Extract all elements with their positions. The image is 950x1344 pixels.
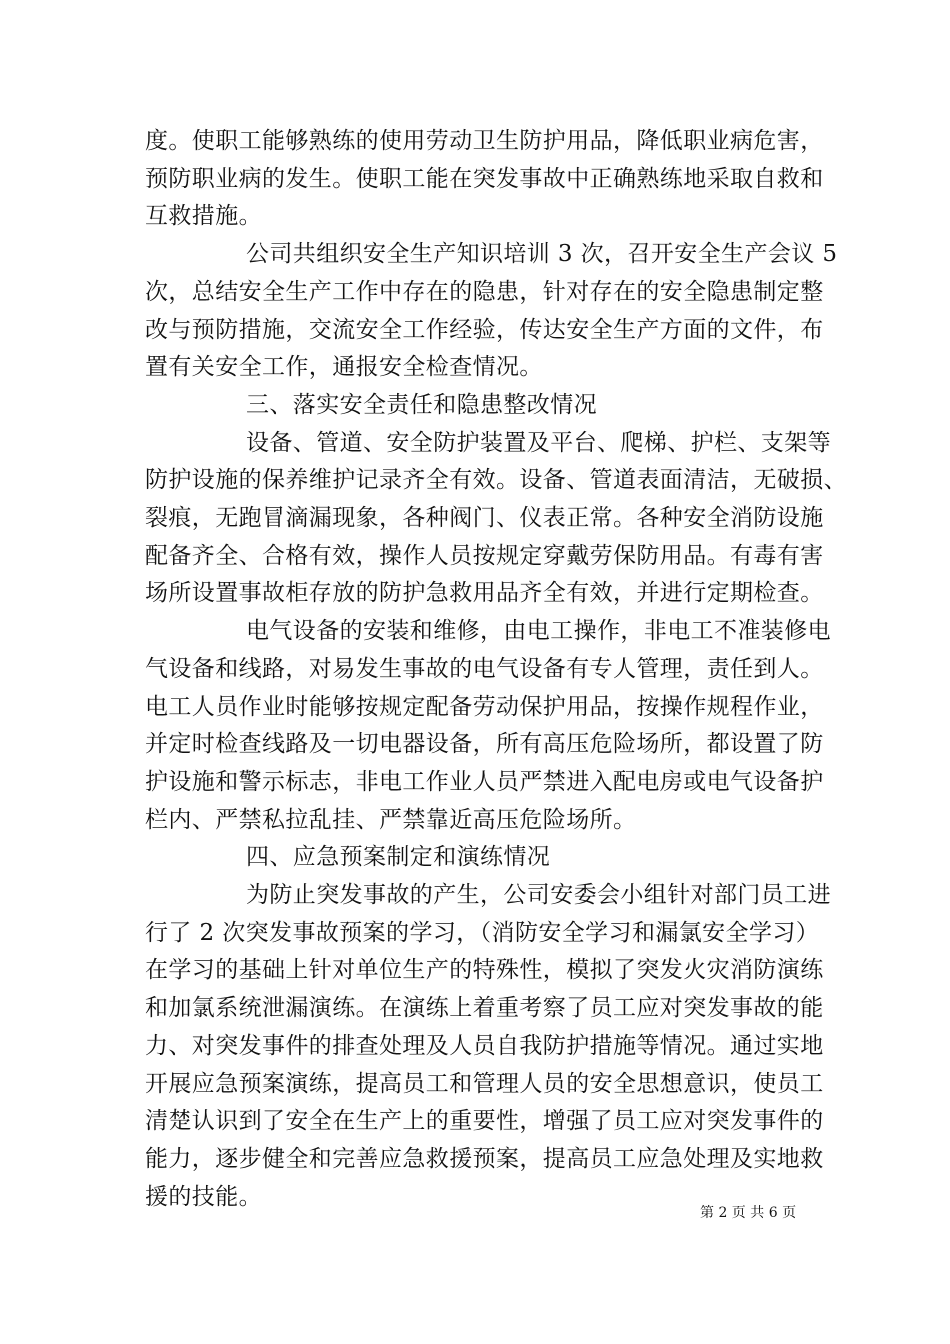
text-line: 配备齐全、合格有效，操作人员按规定穿戴劳保防用品。有毒有害	[145, 543, 824, 569]
text-line: 预防职业病的发生。使职工能在突发事故中正确熟练地采取自救和	[145, 166, 824, 192]
text-line: 场所设置事故柜存放的防护急救用品齐全有效，并进行定期检查。	[145, 580, 824, 606]
paragraph-first-line: 设备、管道、安全防护装置及平台、爬梯、护栏、支架等	[246, 430, 831, 456]
text-line: 互救措施。	[145, 203, 262, 229]
text-line: 在学习的基础上针对单位生产的特殊性，模拟了突发火灾消防演练	[145, 957, 824, 983]
text-line: 栏内、严禁私拉乱挂、严禁靠近高压危险场所。	[145, 807, 637, 833]
text-line: 能力，逐步健全和完善应急救援预案，提高员工应急处理及实地救	[145, 1146, 824, 1172]
text-line: 力、对突发事件的排查处理及人员自我防护措施等情况。通过实地	[145, 1033, 824, 1059]
text-line: 裂痕，无跑冒滴漏现象，各种阀门、仪表正常。各种安全消防设施	[145, 505, 824, 531]
text-line: 护设施和警示标志，非电工作业人员严禁进入配电房或电气设备护	[145, 769, 824, 795]
paragraph-first-line: 四、应急预案制定和演练情况	[246, 844, 551, 870]
page-number: 第 2 页 共 6 页	[700, 1205, 797, 1221]
paragraph-first-line: 为防止突发事故的产生，公司安委会小组针对部门员工进	[246, 882, 831, 908]
paragraph-first-line: 三、落实安全责任和隐患整改情况	[246, 392, 597, 418]
text-line: 电工人员作业时能够按规定配备劳动保护用品，按操作规程作业，	[145, 694, 824, 720]
text-line: 行了 2 次突发事故预案的学习，（消防安全学习和漏氯安全学习）	[145, 920, 820, 946]
text-line: 并定时检查线路及一切电器设备，所有高压危险场所，都设置了防	[145, 731, 824, 757]
text-line: 次，总结安全生产工作中存在的隐患，针对存在的安全隐患制定整	[145, 279, 824, 305]
text-line: 度。使职工能够熟练的使用劳动卫生防护用品，降低职业病危害，	[145, 128, 824, 154]
text-line: 和加氯系统泄漏演练。在演练上着重考察了员工应对突发事故的能	[145, 995, 824, 1021]
paragraph-first-line: 公司共组织安全生产知识培训 3 次，召开安全生产会议 5	[246, 241, 838, 267]
text-line: 气设备和线路，对易发生事故的电气设备有专人管理，责任到人。	[145, 656, 824, 682]
text-line: 改与预防措施，交流安全工作经验，传达安全生产方面的文件，布	[145, 317, 824, 343]
text-line: 防护设施的保养维护记录齐全有效。设备、管道表面清洁，无破损、	[145, 467, 847, 493]
text-line: 援的技能。	[145, 1184, 262, 1210]
text-line: 置有关安全工作，通报安全检查情况。	[145, 354, 543, 380]
text-line: 开展应急预案演练，提高员工和管理人员的安全思想意识，使员工	[145, 1071, 824, 1097]
text-line: 清楚认识到了安全在生产上的重要性，增强了员工应对突发事件的	[145, 1108, 824, 1134]
paragraph-first-line: 电气设备的安装和维修，由电工操作，非电工不准装修电	[246, 618, 831, 644]
